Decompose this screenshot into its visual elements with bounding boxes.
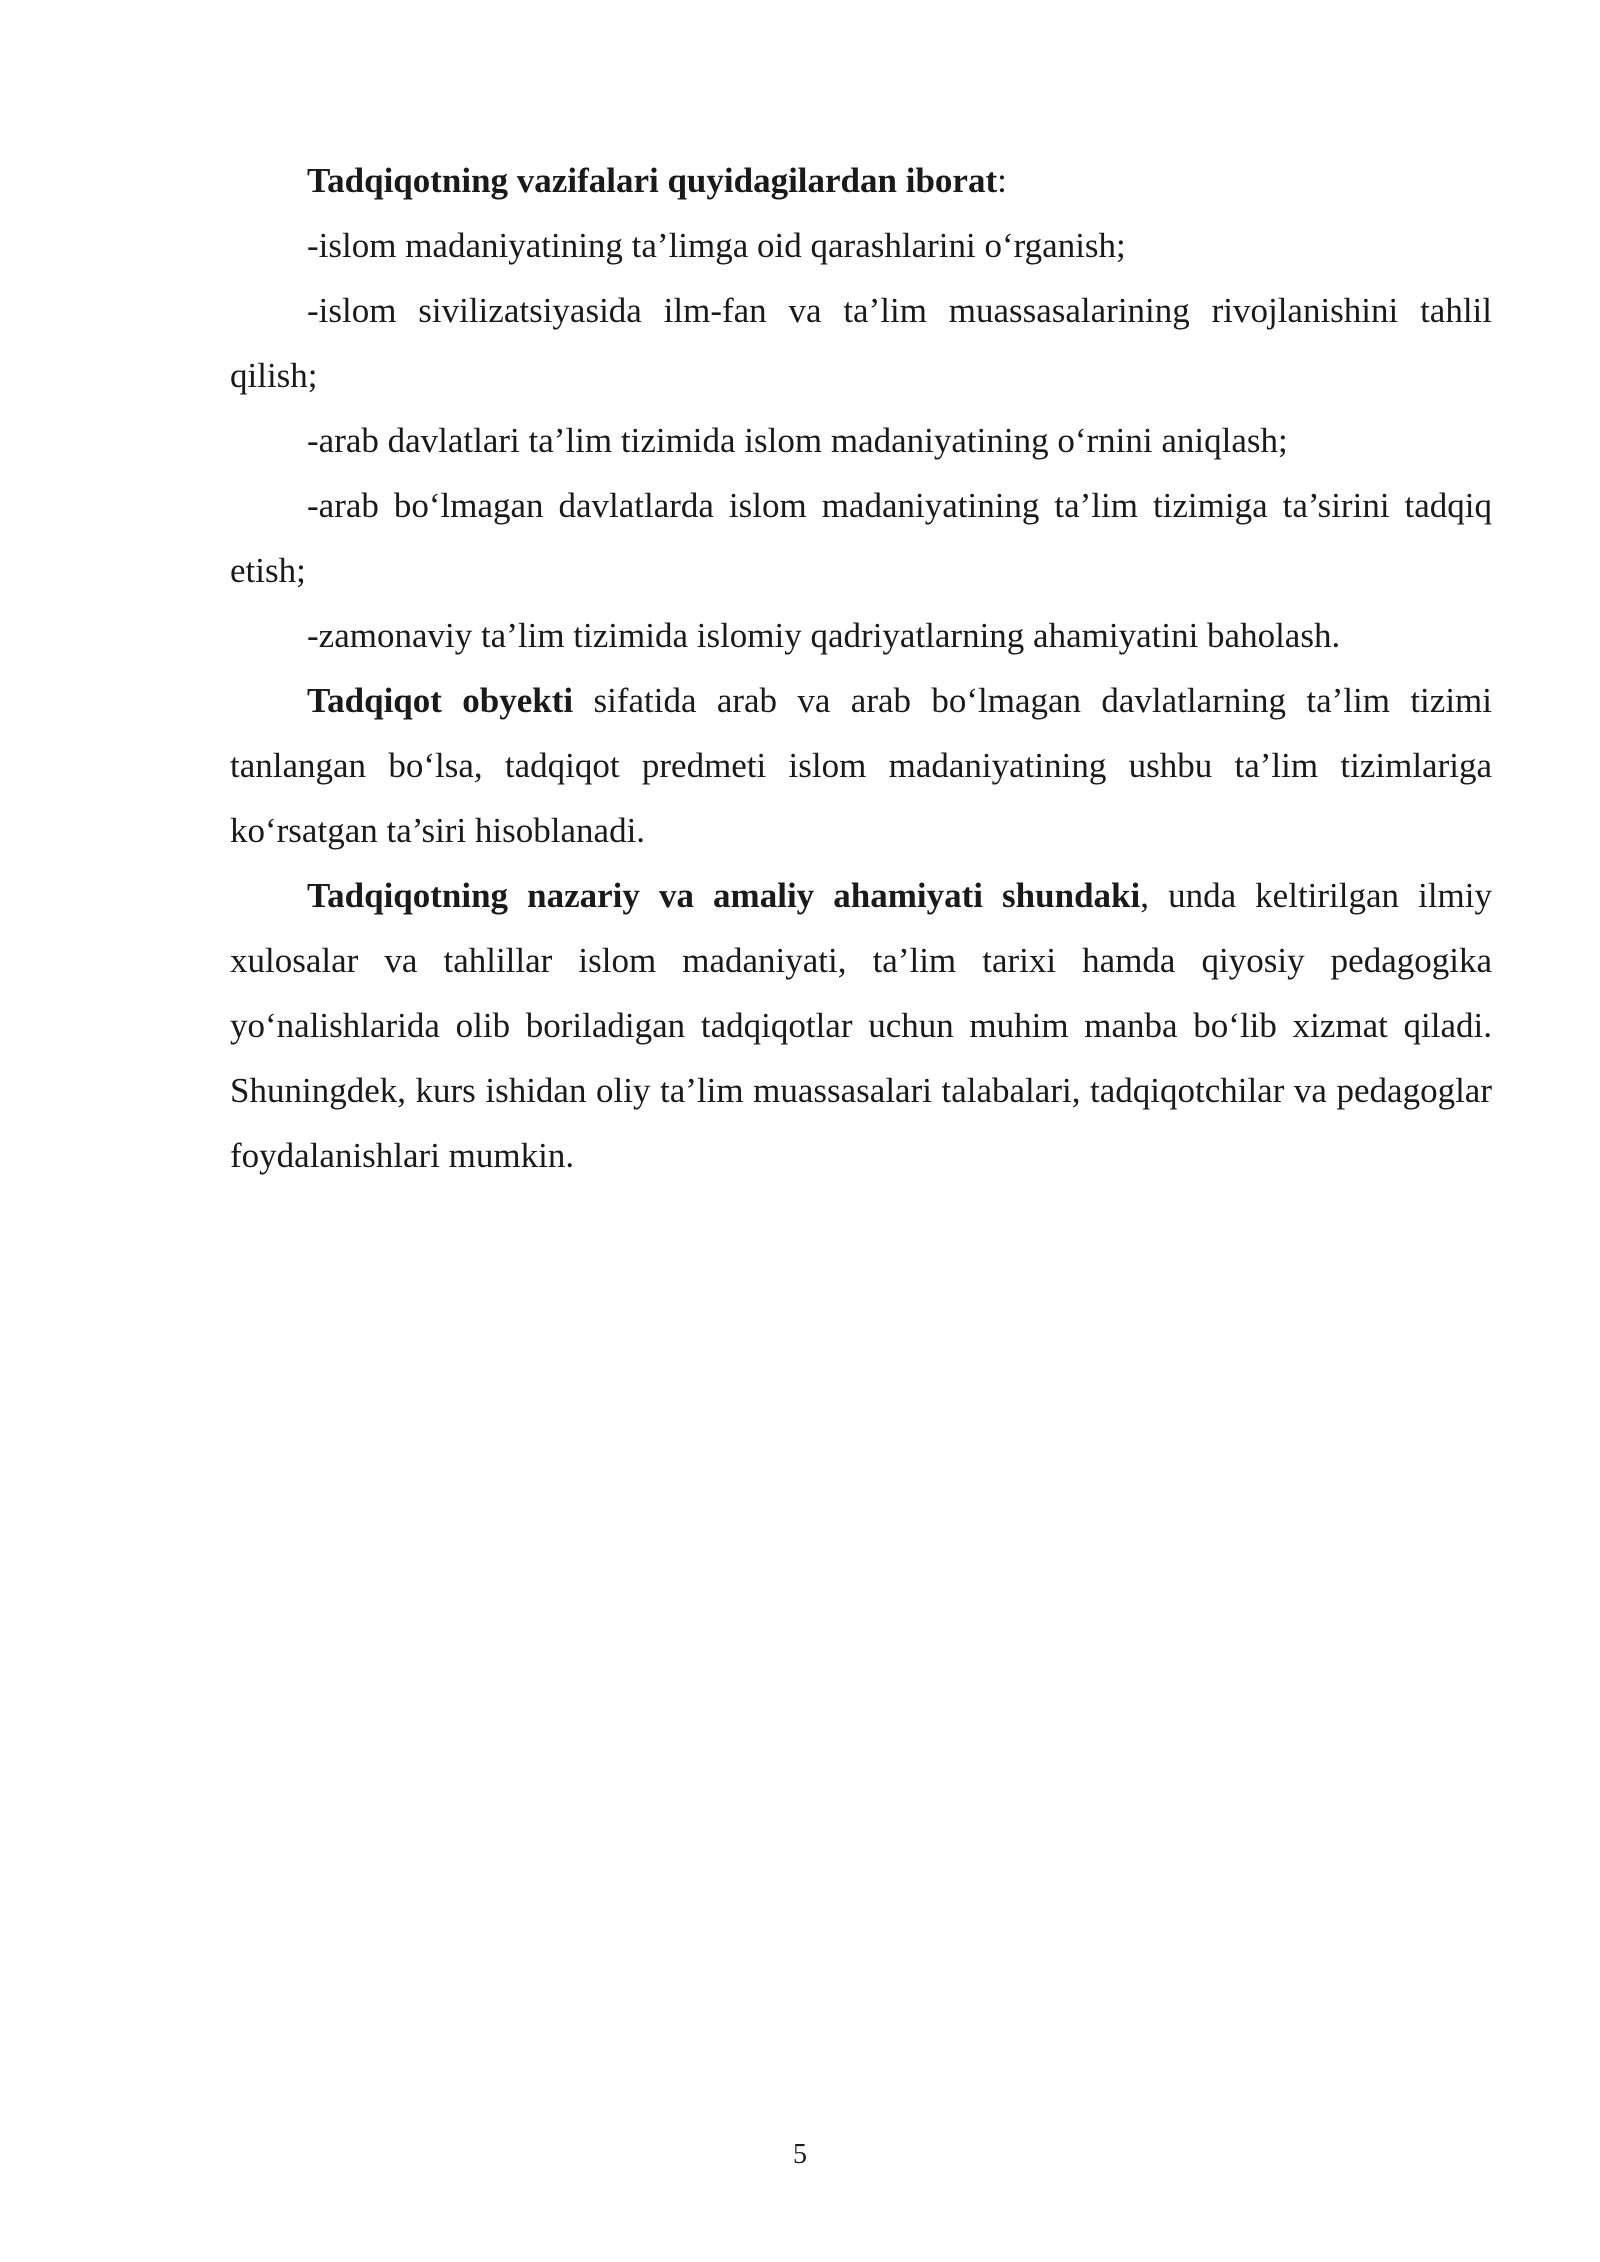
page-number: 5 <box>793 2139 807 2170</box>
object-text: sifatida arab va arab bo‘lmagan davlatlarning ta’lim tizimi tanlangan bo‘lsa, tadqiqot predmeti islom madaniyatining ushbu ta’lim tizimlariga ko‘rsatgan ta’siri hisoblanadi. <box>230 681 1492 850</box>
object-label: Tadqiqot obyekti <box>307 681 574 720</box>
tasks-heading: Tadqiqotning vazifalari quyidagilardan iborat <box>307 161 998 200</box>
task-item: -arab bo‘lmagan davlatlarda islom madaniyatining ta’lim tizimiga ta’sirini tadqiq etish; <box>230 486 1492 590</box>
task-item: -islom madaniyatining ta’limga oid qarashlarini o‘rganish; <box>307 226 1126 265</box>
object-paragraph <box>230 668 1492 863</box>
significance-label: Tadqiqotning nazariy va amaliy ahamiyati shundaki <box>307 876 1141 915</box>
significance-paragraph <box>230 863 1492 1188</box>
task-item: -islom sivilizatsiyasida ilm-fan va ta’lim muassasalarining rivojlanishini tahlil qilish; <box>230 291 1492 395</box>
task-item: -arab davlatlari ta’lim tizimida islom madaniyatining o‘rnini aniqlash; <box>307 421 1288 460</box>
significance-text: , unda keltirilgan ilmiy xulosalar va tahlillar islom madaniyati, ta’lim tarixi hamda qiyosiy pedagogika yo‘nalishlarida olib boriladigan tadqiqotlar uchun muhim manba bo‘lib xizmat qiladi. Shuningdek, kurs ishidan oliy ta’lim muassasalari talabalari, tadqiqotchilar va pedagoglar foydalanishlari mumkin. <box>230 876 1493 1175</box>
task-item: -zamonaviy ta’lim tizimida islomiy qadriyatlarning ahamiyatini baholash. <box>307 616 1341 655</box>
tasks-heading-colon: : <box>997 161 1007 200</box>
tasks-heading-paragraph <box>230 148 1492 213</box>
page-body <box>230 148 1492 1188</box>
